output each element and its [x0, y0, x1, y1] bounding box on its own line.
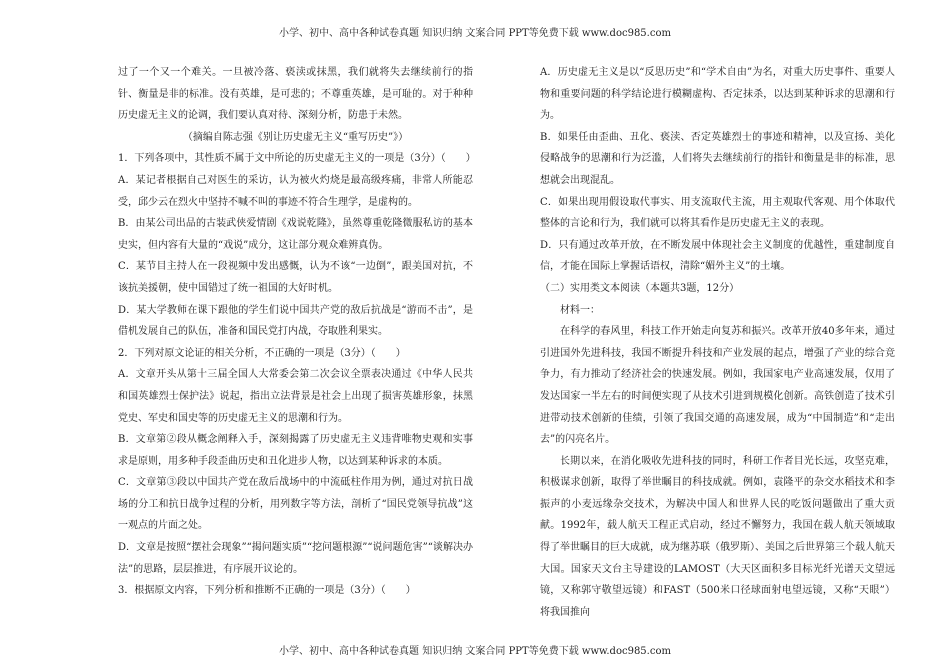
material-1-title: 材料一： [560, 304, 600, 316]
question-1-option-a: A．某记者根据自己对医生的采访，认为被火灼烧是最高级疼痛，非常人所能忍受，邱少云在烈火中坚持不喊不叫的事迹不符合生理学，是虚构的。 [118, 174, 473, 208]
question-1-option-d: D．某大学教师在课下跟他的学生们说中国共产党的敌后抗战是“游而不击”，是借机发展自己的队伍，准备和国民党打内战，夺取胜利果实。 [118, 304, 473, 338]
question-1: 1．下列各项中，其性质不属于文中所论的历史虚无主义的一项是（3分）（ ） [118, 153, 476, 165]
footer-banner: 小学、初中、高中各种试卷真题 知识归纳 文案合同 PPT等免费下载 www.doc985.com [279, 646, 671, 657]
section-heading: （二）实用类文本阅读（本题共3题，12分） [540, 282, 740, 294]
material-1-paragraph-2: 长期以来，在消化吸收先进科技的同时，科研工作者目光长远，攻坚克难，积极谋求创新，取得了举世瞩目的科技成就。例如，袁隆平的杂交水稻技术和李振声的小麦远缘杂交技术，为解决中国人和世界人民的吃饭问题做出了重大贡献。1992年，载人航天工程正式启动，经过不懈努力，我国在载人航天领域取得了举世瞩目的巨大成就，成为继苏联（俄罗斯）、美国之后世界第三个载人航天大国。国家天文台主导建设的LAMOST（大天区面积多目标光纤光谱天文望远镜，又称郭守敬望远镜）和FAST（500米口径球面射电望远镜，又称“天眼”）将我国推向 [540, 455, 895, 618]
question-3-option-a: A．历史虚无主义是以“反思历史”和“学术自由”为名，对重大历史事件、重要人物和重要问题的科学结论进行模糊虚构、否定抹杀，以达到某种诉求的思潮和行为。 [540, 67, 895, 122]
question-2-option-d: D．文章是按照“摆社会现象”“揭问题实质”“挖问题根源”“说问题危害”“谈解决办法”的思路，层层推进，有序展开议论的。 [118, 542, 473, 575]
question-2-option-a: A．文章开头从第十三届全国人大常委会第二次会议全票表决通过《中华人民共和国英雄烈士保护法》说起，指出立法背景是社会上出现了损害英雄形象，抹黑党史、军史和国史等的历史虚无主义的思潮和行为。 [118, 369, 473, 424]
question-3: 3．根据原文内容，下列分析和推断不正确的一项是（3分）（ ） [118, 585, 416, 597]
right-column [540, 62, 895, 623]
material-1-paragraph-1: 在科学的春风里，科技工作开始走向复苏和振兴。改革开放40多年来，通过引进国外先进科技，我国不断提升科技和产业发展的起点，增强了产业的综合竞争力，有力推动了经济社会的快速发展。例如，我国家电产业高速发展，仅用了发达国家一半左右的时间便实现了从技术引进到规模化创新。高铁创造了技术引进带动技术创新的佳绩，引领了我国交通的高速发展，成为“中国制造”和“走出去”的闪亮名片。 [540, 326, 895, 446]
header-banner: 小学、初中、高中各种试卷真题 知识归纳 文案合同 PPT等免费下载 www.doc985.com [279, 28, 671, 39]
source-citation: （摘编自陈志强《别让历史虚无主义“重写历史”》） [182, 131, 409, 143]
question-3-option-b: B．如果任由歪曲、丑化、亵渎、否定英雄烈士的事迹和精神，以及宣扬、美化侵略战争的思潮和行为泛滥，人们将失去继续前行的指针和衡量是非的标准，思想就会出现混乱。 [540, 131, 895, 186]
question-3-option-d: D．只有通过改革开放，在不断发展中体现社会主义制度的优越性，重建制度自信，才能在国际上掌握话语权，清除“媚外主义”的土壤。 [540, 239, 895, 273]
paragraph-conclusion: 过了一个又一个难关。一旦被冷落、亵渎或抹黑，我们就将失去继续前行的指针、衡量是非的标准。没有英雄，是可悲的；不尊重英雄，是可耻的。对于种种历史虚无主义的论调，我们要认真对待、深刻分析，防患于未然。 [118, 67, 473, 122]
left-column [118, 62, 476, 602]
question-2-option-b: B．文章第②段从概念阐释入手，深刻揭露了历史虚无主义违背唯物史观和实事求是原则，用多种手段歪曲历史和丑化进步人物，以达到某种诉求的本质。 [118, 434, 473, 467]
question-1-option-c: C．某节目主持人在一段视频中发出感慨，认为不该“一边倒”，跟美国对抗，不该抗美援朝，使中国错过了统一祖国的大好时机。 [118, 261, 473, 294]
question-2: 2．下列对原文论证的相关分析，不正确的一项是（3分）（ ） [118, 347, 406, 359]
question-3-option-c: C．如果出现用假设取代事实、用支流取代主流，用主观取代客观、用个体取代整体的言论和行为，我们就可以将其看作是历史虚无主义的表现。 [540, 196, 895, 230]
question-1-option-b: B．由某公司出品的古装武侠爱情剧《戏说乾隆》，虽然尊重乾隆微服私访的基本史实，但内容有大量的“戏说”成分，这让部分观众难辨真伪。 [118, 218, 473, 251]
question-2-option-c: C．文章第③段以中国共产党在敌后战场中的中流砥柱作用为例，通过对抗日战场的分工和抗日战争过程的分析，用列数字等方法，剖析了“国民党领导抗战”这一观点的片面之处。 [118, 477, 473, 532]
